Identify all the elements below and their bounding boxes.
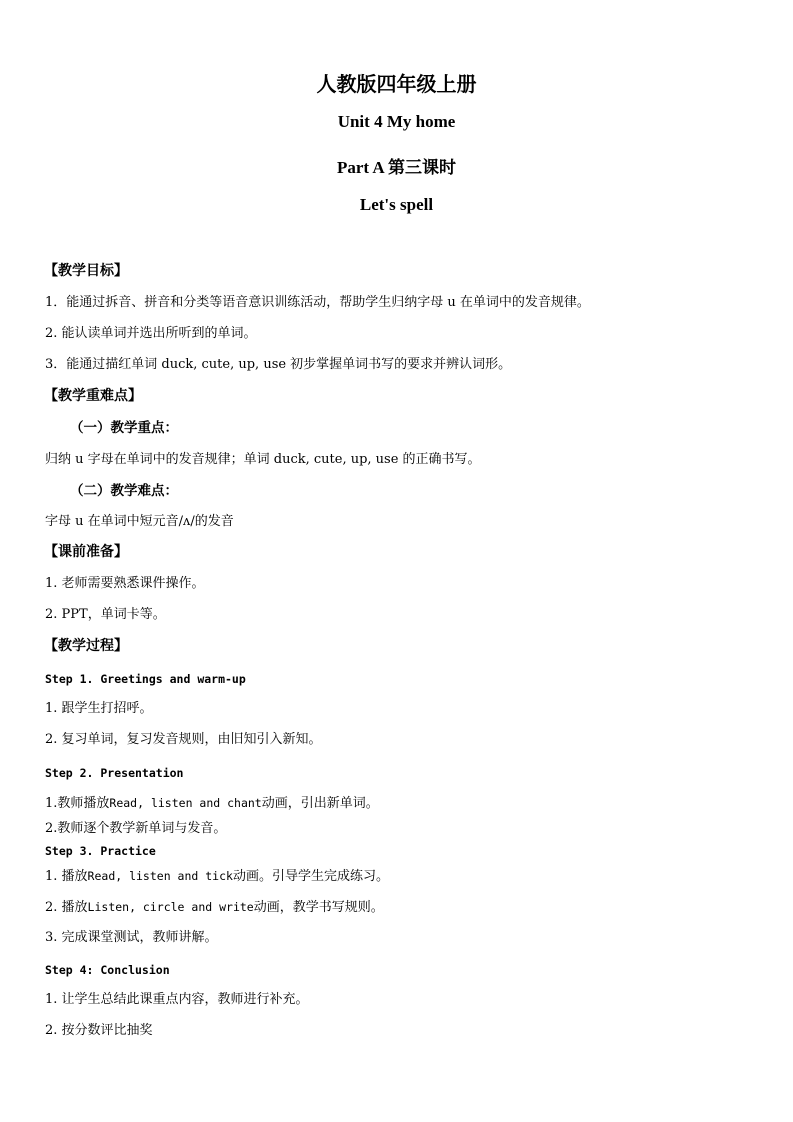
step3-item-1 bbox=[45, 868, 389, 885]
step2-item-1-activity: Read, listen and chant bbox=[109, 796, 262, 810]
step4-item: 1. 让学生总结此课重点内容，教师进行补充。 bbox=[45, 992, 309, 1007]
step3-item-1-activity: Read, listen and tick bbox=[87, 869, 233, 883]
key-points-heading: 【教学重难点】 bbox=[44, 388, 142, 404]
step2-item-1-prefix: 1.教师播放 bbox=[45, 796, 110, 811]
goal-item: 2. 能认读单词并选出所听到的单词。 bbox=[45, 326, 257, 341]
step4-item: 2. 按分数评比抽奖 bbox=[45, 1023, 153, 1038]
difficulty-label: （二）教学难点： bbox=[70, 483, 178, 499]
part-title: Part A 第三课时 bbox=[337, 158, 456, 177]
step3-item-2-prefix: 2. 播放 bbox=[45, 900, 88, 915]
step2-title: Step 2. Presentation bbox=[45, 766, 184, 780]
focus-text: 归纳 u 字母在单词中的发音规律；单词 duck, cute, up, use 的正确书写。 bbox=[45, 452, 481, 467]
step3-item-1-suffix: 动画。引导学生完成练习。 bbox=[232, 869, 389, 884]
preparation-item: 2. PPT，单词卡等。 bbox=[45, 607, 166, 622]
preparation-item: 1. 老师需要熟悉课件操作。 bbox=[45, 576, 205, 591]
step3-item-2-activity: Listen, circle and write bbox=[87, 900, 254, 914]
focus-label: （一）教学重点： bbox=[70, 420, 178, 436]
step2-item-1-suffix: 动画，引出新单词。 bbox=[261, 796, 379, 811]
document-title: 人教版四年级上册 bbox=[316, 72, 477, 96]
goal-item: 1．能通过拆音、拼音和分类等语音意识训练活动，帮助学生归纳字母 u 在单词中的发音规律。 bbox=[45, 295, 590, 310]
process-heading: 【教学过程】 bbox=[44, 638, 128, 654]
preparation-heading: 【课前准备】 bbox=[44, 544, 128, 560]
step1-title: Step 1. Greetings and warm-up bbox=[45, 672, 246, 686]
step3-item-2-suffix: 动画，教学书写规则。 bbox=[253, 900, 384, 915]
step3-item-2 bbox=[45, 899, 384, 916]
difficulty-text: 字母 u 在单词中短元音/ʌ/的发音 bbox=[45, 514, 234, 529]
goals-heading: 【教学目标】 bbox=[44, 263, 128, 279]
step3-item-1-prefix: 1. 播放 bbox=[45, 869, 88, 884]
step2-item-2: 2.教师逐个教学新单词与发音。 bbox=[45, 821, 227, 836]
unit-title: Unit 4 My home bbox=[337, 112, 456, 131]
step3-item-3: 3. 完成课堂测试，教师讲解。 bbox=[45, 930, 218, 945]
step2-item-1 bbox=[45, 795, 379, 812]
lesson-title: Let's spell bbox=[359, 195, 434, 214]
step4-title: Step 4: Conclusion bbox=[45, 963, 170, 977]
step1-item: 1. 跟学生打招呼。 bbox=[45, 701, 153, 716]
goal-item: 3．能通过描红单词 duck, cute, up, use 初步掌握单词书写的要求并辨认词形。 bbox=[45, 357, 512, 372]
step1-item: 2. 复习单词，复习发音规则，由旧知引入新知。 bbox=[45, 732, 322, 747]
step3-title: Step 3. Practice bbox=[45, 844, 156, 858]
